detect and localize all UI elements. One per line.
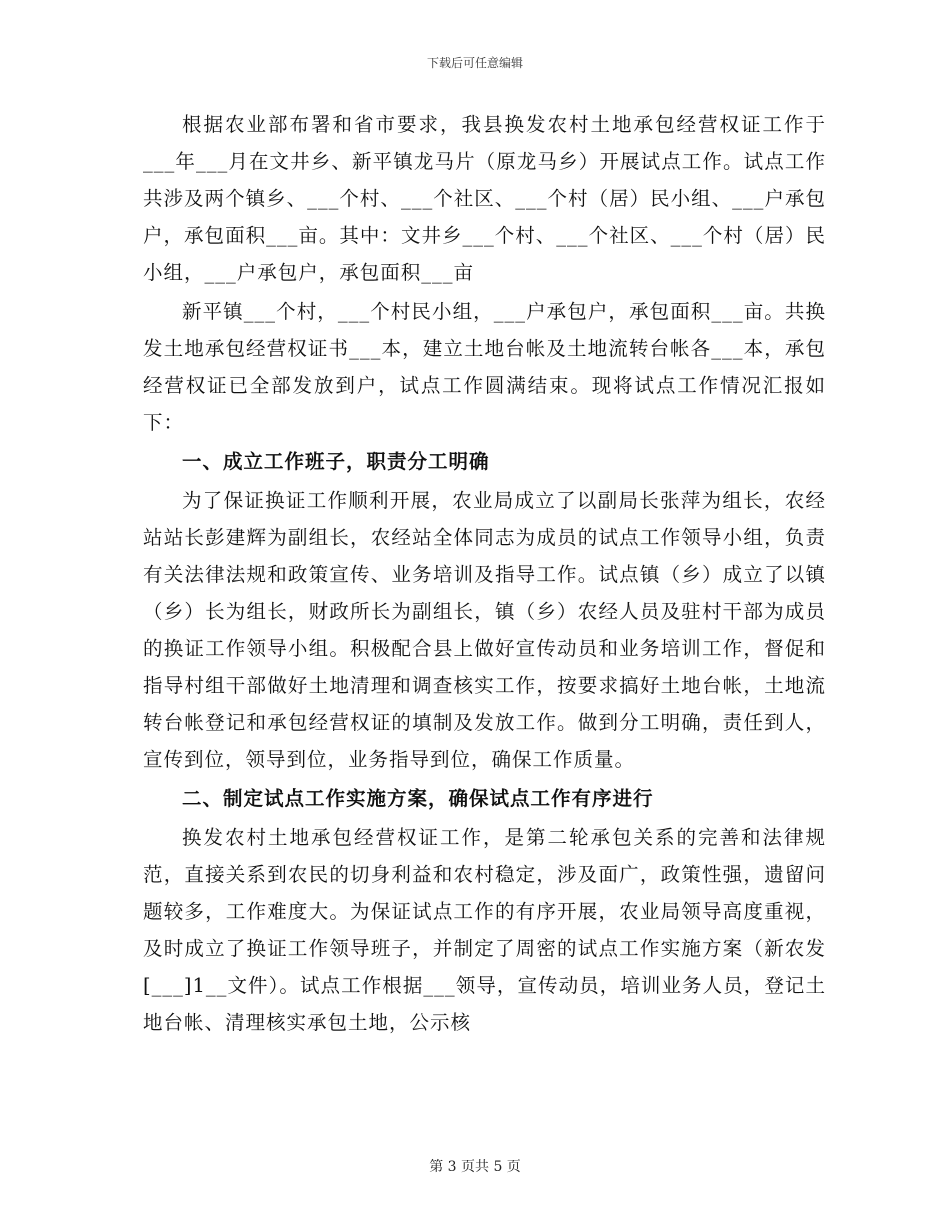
page-header-note: 下载后可任意编辑 xyxy=(426,56,523,70)
paragraph-intro: 根据农业部布署和省市要求，我县换发农村土地承包经营权证工作于___年___月在文井乡、新平镇龙马片（原龙马乡）开展试点工作。试点工作共涉及两个镇乡、___个村、___个社区、___个村（居）民小组、___户承包户，承包面积___亩。其中：文井乡___个村、___个社区、___个村（居）民小组，___户承包户，承包面积___亩 xyxy=(143,113,826,284)
page-number: 第 3 页共 5 页 xyxy=(429,1159,521,1175)
section-heading-2: 二、制定试点工作实施方案，确保试点工作有序进行 xyxy=(182,787,654,810)
paragraph-section-1: 为了保证换证工作顺利开展，农业局成立了以副局长张萍为组长，农经站站长彭建辉为副组长，农经站全体同志为成员的试点工作领导小组，负责有关法律法规和政策宣传、业务培训及指导工作。试点镇（乡）成立了以镇（乡）长为组长，财政所长为副组长，镇（乡）农经人员及驻村干部为成员的换证工作领导小组。积极配合县上做好宣传动员和业务培训工作，督促和指导村组干部做好土地清理和调查核实工作，按要求搞好土地台帐，土地流转台帐登记和承包经营权证的填制及发放工作。做到分工明确，责任到人，宣传到位，领导到位，业务指导到位，确保工作质量。 xyxy=(143,489,826,771)
section-heading-1: 一、成立工作班子，职责分工明确 xyxy=(182,450,490,473)
document-body xyxy=(143,106,826,1043)
paragraph-xinping: 新平镇___个村，___个村民小组，___户承包户，承包面积___亩。共换发土地承包经营权证书___本，建立土地台帐及土地流转台帐各___本，承包经营权证已全部发放到户，试点工作圆满结束。现将试点工作情况汇报如下： xyxy=(143,300,826,434)
paragraph-section-2: 换发农村土地承包经营权证工作，是第二轮承包关系的完善和法律规范，直接关系到农民的切身利益和农村稳定，涉及面广，政策性强，遗留问题较多，工作难度大。为保证试点工作的有序开展，农业局领导高度重视，及时成立了换证工作领导班子，并制定了周密的试点工作实施方案（新农发[___]1__文件）。试点工作根据___领导，宣传动员，培训业务人员，登记土地台帐、清理核实承包土地，公示核 xyxy=(143,826,826,1034)
